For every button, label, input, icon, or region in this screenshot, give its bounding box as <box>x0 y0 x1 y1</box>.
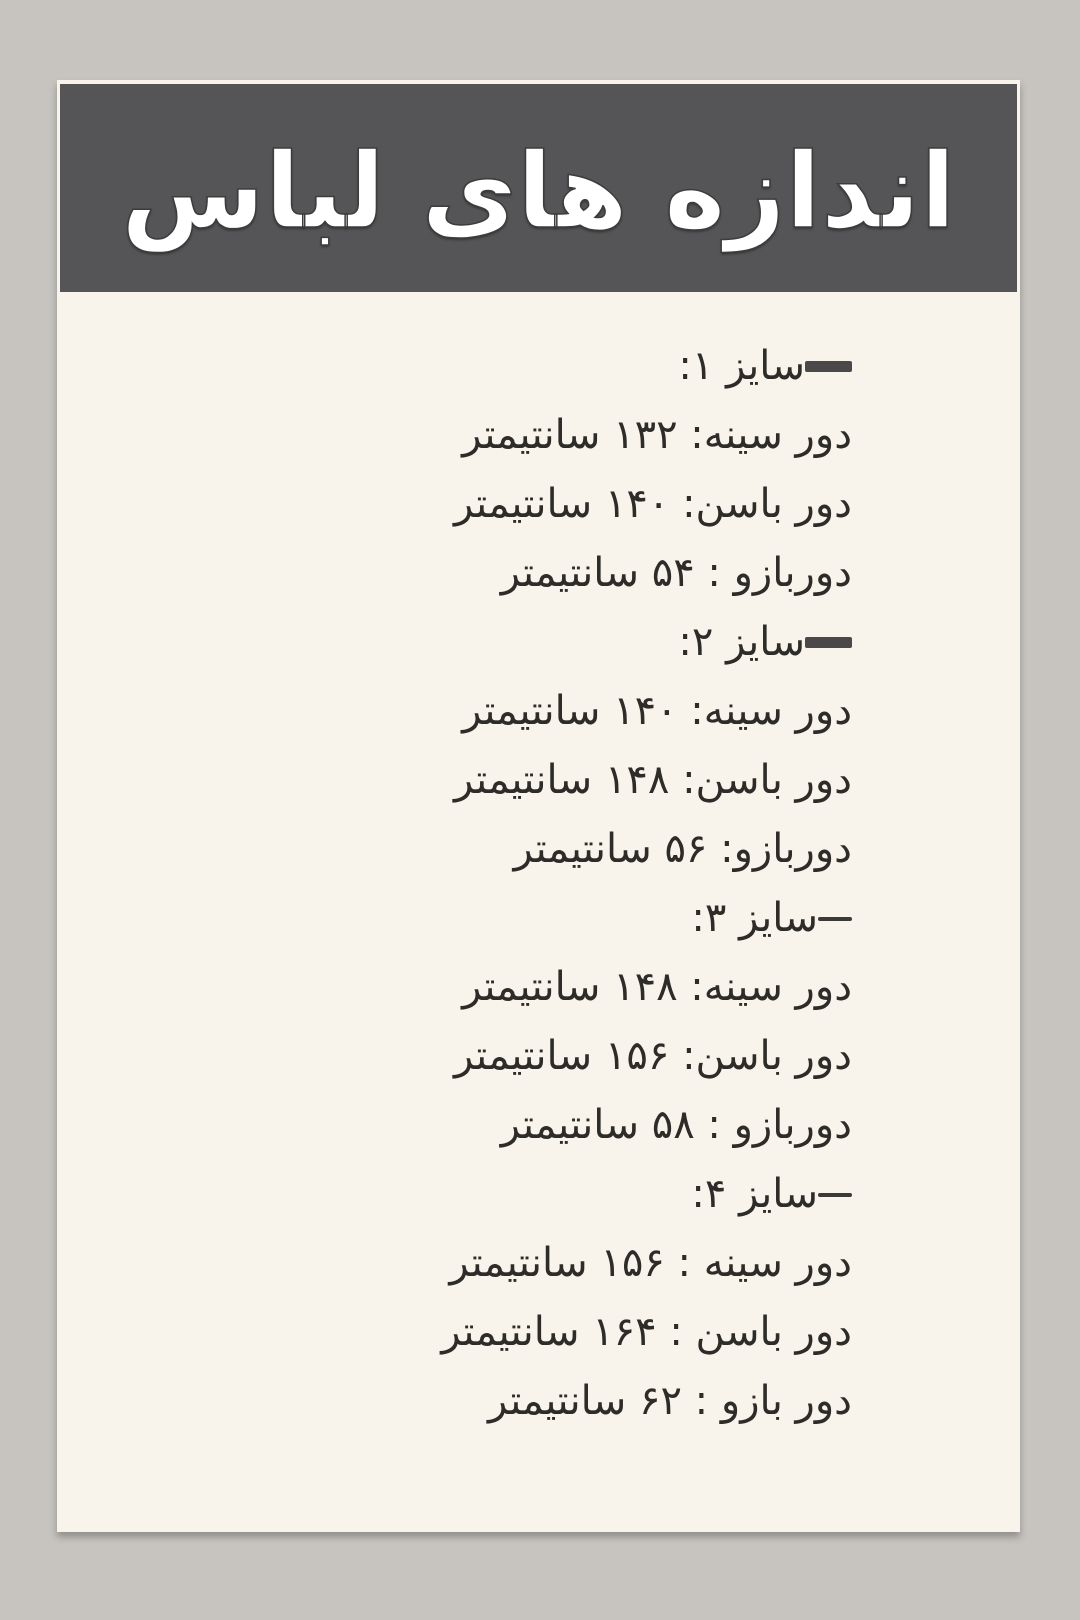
measurement-line: دور باسن : ۱۶۴ سانتیمتر <box>441 1309 852 1355</box>
dash-marker-icon <box>805 637 852 648</box>
size-section <box>117 332 852 608</box>
measurement-line: دور باسن: ۱۴۰ سانتیمتر <box>453 481 852 527</box>
dash-marker-icon <box>818 917 852 921</box>
measurement-line: دور سینه: ۱۴۰ سانتیمتر <box>462 688 852 734</box>
page-title: اندازه های لباس <box>121 130 956 252</box>
sizes-list <box>57 292 1020 1436</box>
measurement-line: دور سینه: ۱۳۲ سانتیمتر <box>462 412 852 458</box>
measurement-line: دور بازو : ۶۲ سانتیمتر <box>488 1378 852 1424</box>
measurement-line: دوربازو: ۵۶ سانتیمتر <box>513 826 852 872</box>
dash-marker-icon <box>805 361 852 372</box>
measurement-line: دور باسن: ۱۴۸ سانتیمتر <box>453 757 852 803</box>
size-heading <box>117 1160 852 1229</box>
dash-marker-icon <box>818 1193 852 1197</box>
size-heading <box>117 608 852 677</box>
size-label: سایز ۱: <box>678 343 805 389</box>
measurement-line: دور سینه: ۱۴۸ سانتیمتر <box>462 964 852 1010</box>
size-section <box>117 1160 852 1436</box>
measurement-line: دور باسن: ۱۵۶ سانتیمتر <box>453 1033 852 1079</box>
size-chart-card <box>57 80 1020 1532</box>
size-section <box>117 608 852 884</box>
measurement-line: دوربازو : ۵۸ سانتیمتر <box>500 1102 852 1148</box>
card-header <box>60 84 1017 292</box>
size-heading <box>117 884 852 953</box>
measurement-line: دوربازو : ۵۴ سانتیمتر <box>500 550 852 596</box>
size-heading <box>117 332 852 401</box>
size-label: سایز ۴: <box>691 1171 818 1217</box>
size-label: سایز ۲: <box>678 619 805 665</box>
measurement-line: دور سینه : ۱۵۶ سانتیمتر <box>449 1240 852 1286</box>
size-label: سایز ۳: <box>691 895 818 941</box>
size-section <box>117 884 852 1160</box>
